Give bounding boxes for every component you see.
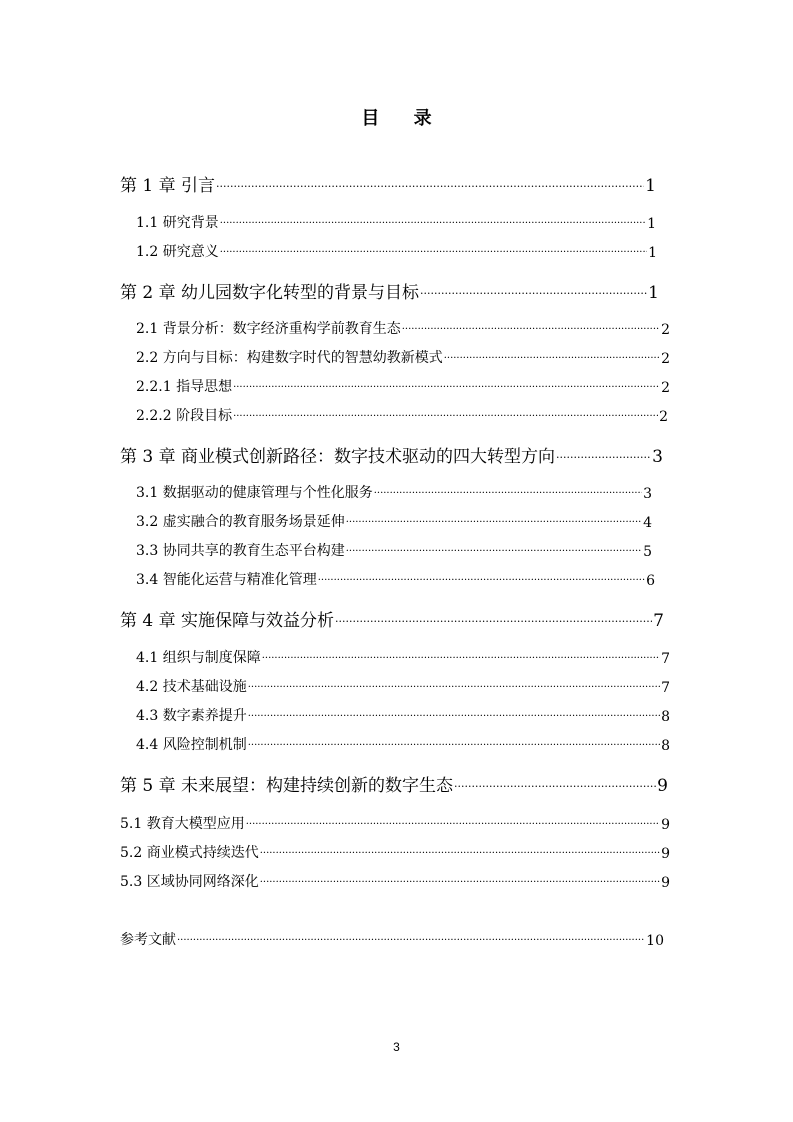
toc-page-number: 3 xyxy=(652,447,663,467)
toc-page-number: 9 xyxy=(661,817,670,833)
toc-entry-label: 2.2.1 指导思想 xyxy=(136,379,233,395)
toc-dot-leader xyxy=(402,322,660,338)
toc-dot-leader xyxy=(216,178,644,196)
toc-page-number: 10 xyxy=(646,933,664,949)
toc-section-1-2[interactable] xyxy=(136,241,657,261)
toc-entry-label: 5.3 区域协同网络深化 xyxy=(120,874,259,890)
toc-entry-label: 第 1 章 引言 xyxy=(120,176,216,196)
toc-dot-leader xyxy=(262,651,660,667)
toc-page-number: 4 xyxy=(643,515,652,531)
toc-dot-leader xyxy=(454,778,656,796)
toc-dot-leader xyxy=(556,449,651,467)
toc-page-number: 7 xyxy=(661,680,670,696)
toc-section-4-2[interactable] xyxy=(136,676,670,696)
toc-section-5-2[interactable] xyxy=(120,842,670,862)
toc-page-number: 8 xyxy=(661,709,670,725)
toc-section-5-1[interactable] xyxy=(120,813,670,833)
toc-references[interactable] xyxy=(120,929,664,949)
toc-entry-label: 第 5 章 未来展望：构建持续创新的数字生态 xyxy=(120,776,454,796)
toc-page-number: 9 xyxy=(661,846,670,862)
toc-section-3-3[interactable] xyxy=(136,540,652,560)
toc-dot-leader xyxy=(220,245,647,261)
toc-chapter-4[interactable] xyxy=(120,607,664,631)
toc-section-4-1[interactable] xyxy=(136,647,670,667)
toc-section-2-2[interactable] xyxy=(136,347,670,367)
toc-dot-leader xyxy=(177,933,645,949)
toc-entry-label: 第 3 章 商业模式创新路径：数字技术驱动的四大转型方向 xyxy=(120,447,556,467)
toc-section-3-4[interactable] xyxy=(136,569,655,589)
toc-page-number: 8 xyxy=(661,738,670,754)
toc-entry-label: 3.2 虚实融合的教育服务场景延伸 xyxy=(136,514,345,530)
toc-entry-label: 2.2 方向与目标：构建数字时代的智慧幼教新模式 xyxy=(136,350,443,366)
toc-page-number: 7 xyxy=(661,651,670,667)
toc-chapter-5[interactable] xyxy=(120,772,668,796)
toc-dot-leader xyxy=(318,573,645,589)
toc-dot-leader xyxy=(346,544,642,560)
toc-section-3-1[interactable] xyxy=(136,482,652,502)
toc-chapter-3[interactable] xyxy=(120,443,663,467)
toc-entry-label: 1.1 研究背景 xyxy=(136,215,219,231)
toc-page-number: 6 xyxy=(646,573,655,589)
toc-section-2-1[interactable] xyxy=(136,318,670,338)
toc-entry-label: 4.3 数字素养提升 xyxy=(136,708,247,724)
toc-page-number: 1 xyxy=(647,216,656,232)
toc-entry-label: 4.2 技术基础设施 xyxy=(136,679,247,695)
toc-dot-leader xyxy=(248,680,660,696)
toc-page-number: 9 xyxy=(657,776,668,796)
toc-entry-label: 3.1 数据驱动的健康管理与个性化服务 xyxy=(136,485,373,501)
toc-dot-leader xyxy=(260,875,660,891)
toc-dot-leader xyxy=(260,846,660,862)
toc-chapter-1[interactable] xyxy=(120,172,656,196)
toc-page-number: 5 xyxy=(643,544,652,560)
toc-page-number: 2 xyxy=(659,409,668,425)
toc-entry-label: 1.2 研究意义 xyxy=(136,244,219,260)
toc-entry-label: 2.1 背景分析：数字经济重构学前教育生态 xyxy=(136,321,401,337)
toc-section-5-3[interactable] xyxy=(120,871,670,891)
toc-section-3-2[interactable] xyxy=(136,511,652,531)
toc-entry-label: 第 2 章 幼儿园数字化转型的背景与目标 xyxy=(120,283,420,303)
toc-dot-leader xyxy=(246,817,660,833)
toc-entry-label: 4.1 组织与制度保障 xyxy=(136,650,261,666)
toc-dot-leader xyxy=(248,709,660,725)
toc-entry-label: 参考文献 xyxy=(120,932,176,948)
toc-entry-label: 3.4 智能化运营与精准化管理 xyxy=(136,572,317,588)
toc-section-4-4[interactable] xyxy=(136,734,670,754)
toc-page-number: 1 xyxy=(645,176,656,196)
toc-dot-leader xyxy=(233,409,658,425)
toc-entry-label: 5.1 教育大模型应用 xyxy=(120,816,245,832)
toc-dot-leader xyxy=(444,351,660,367)
toc-entry-label: 第 4 章 实施保障与效益分析 xyxy=(120,611,335,631)
toc-entry-label: 3.3 协同共享的教育生态平台构建 xyxy=(136,543,345,559)
toc-title: 目 录 xyxy=(361,108,446,129)
toc-entry-label: 5.2 商业模式持续迭代 xyxy=(120,845,259,861)
toc-dot-leader xyxy=(220,216,646,232)
toc-page-number: 3 xyxy=(643,486,652,502)
page-number-footer: 3 xyxy=(393,1040,400,1054)
toc-entry-label: 4.4 风险控制机制 xyxy=(136,737,247,753)
toc-dot-leader xyxy=(248,738,660,754)
toc-section-2-2-2[interactable] xyxy=(136,405,668,425)
toc-section-4-3[interactable] xyxy=(136,705,670,725)
toc-page-number: 7 xyxy=(653,611,664,631)
toc-page-number: 2 xyxy=(661,380,670,396)
toc-entry-label: 2.2.2 阶段目标 xyxy=(136,408,233,424)
toc-dot-leader xyxy=(233,380,660,396)
toc-page-number: 2 xyxy=(661,351,670,367)
toc-page-number: 9 xyxy=(661,875,670,891)
toc-dot-leader xyxy=(420,285,647,303)
toc-dot-leader xyxy=(374,486,642,502)
toc-page-number: 1 xyxy=(648,283,659,303)
toc-section-2-2-1[interactable] xyxy=(136,376,670,396)
toc-page-number: 2 xyxy=(661,322,670,338)
toc-chapter-2[interactable] xyxy=(120,279,659,303)
toc-dot-leader xyxy=(335,613,652,631)
toc-page-number: 1 xyxy=(648,245,657,261)
toc-section-1-1[interactable] xyxy=(136,212,656,232)
toc-dot-leader xyxy=(346,515,642,531)
